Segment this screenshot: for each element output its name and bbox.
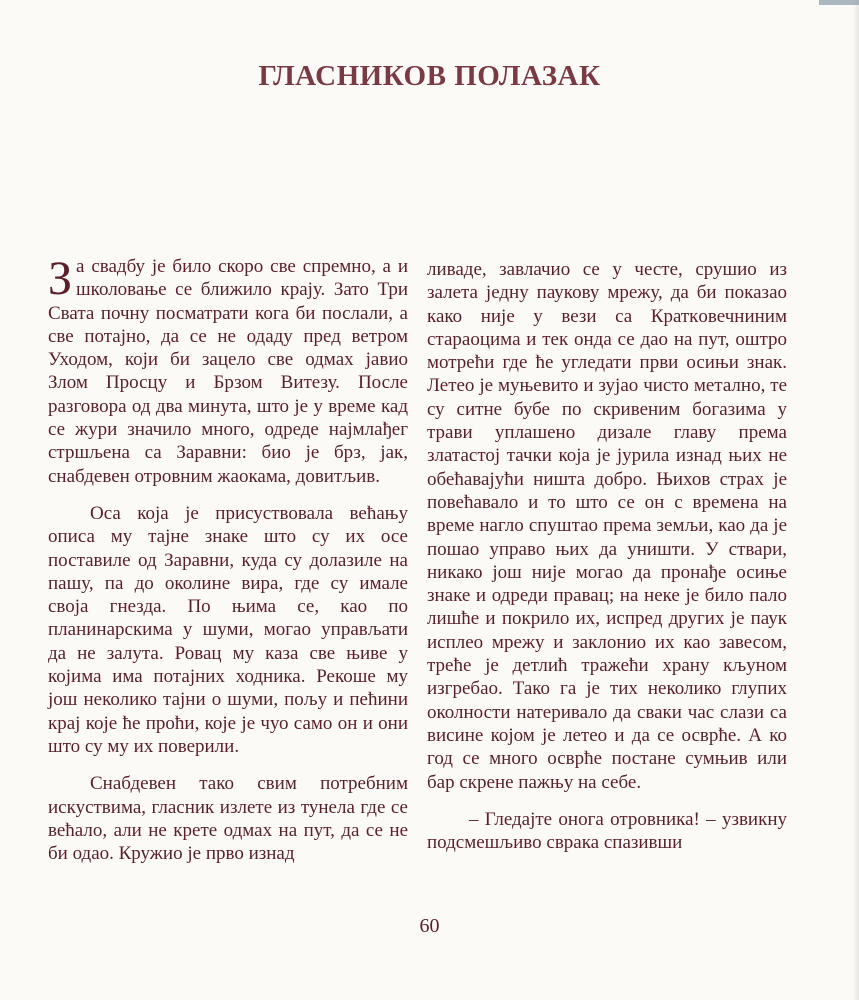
corner-mark xyxy=(819,0,859,5)
paragraph: ливаде, завлачио се у честе, срушио из залета једну паукову мрежу, да би показао како није у вези са Краткoвечниним старaоцима и тек онда се дао на пут, оштро мотрећи где ће угледати први осињи знак. Летео је муњевито и зујао чисто метално, те су ситне бубе по скривеним богазима у трави уплашено дизале главу према златастој тачки која је јурила изнад њих не обећавајући ништа добро. Њихов страх је повећавало и то што се он с времена на време нагло спуштао према земљи, као да је пошао управо њих да уништи. У ствари, никако још није могао да пронађе осиње знаке и одреди правац; на неке је било пало лишће и покрило их, испред других је паук исплео мрежу и заклонио их као завесом, треће је детлић тражећи храну кљуном изгребао. Тако га је тих неколико глупих околности натеривало да сваки час слази са висине којом је летео и да се освpће. А ко год се много освpће постане сумњив или бар скрене пажњу на себе. xyxy=(427,259,787,793)
page-number: 60 xyxy=(419,915,440,937)
right-column xyxy=(427,258,787,868)
paragraph: – Гледајте онога отровника! – узвикну подсмешљиво сврака спазивши xyxy=(427,808,787,854)
paragraph: Оса која је присуствовала већању описа му тајне знаке што су их осе поставиле од Заравни, куда су долазиле на пашу, па до околине вира, где су имале своја гнезда. По њима се, као по планинарскима у шуми, могао управљати да не залута. Ровац му каза све њиве у којима има потајних ходника. Рекоше му још неколико тајни о шуми, пољу и пећини крај које ће проћи, које је чуо само он и они што су му их поверили. xyxy=(48,502,408,757)
drop-cap: З xyxy=(48,252,73,305)
paragraph: Снабдевен тако свим потребним искуствима, гласник излете из тунела где се већало, али не крете одмах на пут, да се не би одао. Кружио је прво изнад xyxy=(48,773,408,865)
page-edge-shadow xyxy=(853,0,859,1000)
paragraph-text: а свадбу је било скоро све спремно, а и школовање се ближило крају. Зато Три Свата почну посматрати кога би послали, а све потајно, да се не одаду пред ветром Уходом, који би зацело све одмах јавио Злом Просцу и Брзом Витезу. После разговора од два минута, што је у време кад се жури значило много, одреде најмлађег стршљена са Заравни: био је брз, јак, снабдевен отровним жаокама, довитљив. xyxy=(48,256,408,487)
paragraph xyxy=(48,252,408,488)
left-column xyxy=(48,252,408,879)
chapter-title: ГЛАСНИКОВ ПОЛАЗАК xyxy=(258,60,601,92)
